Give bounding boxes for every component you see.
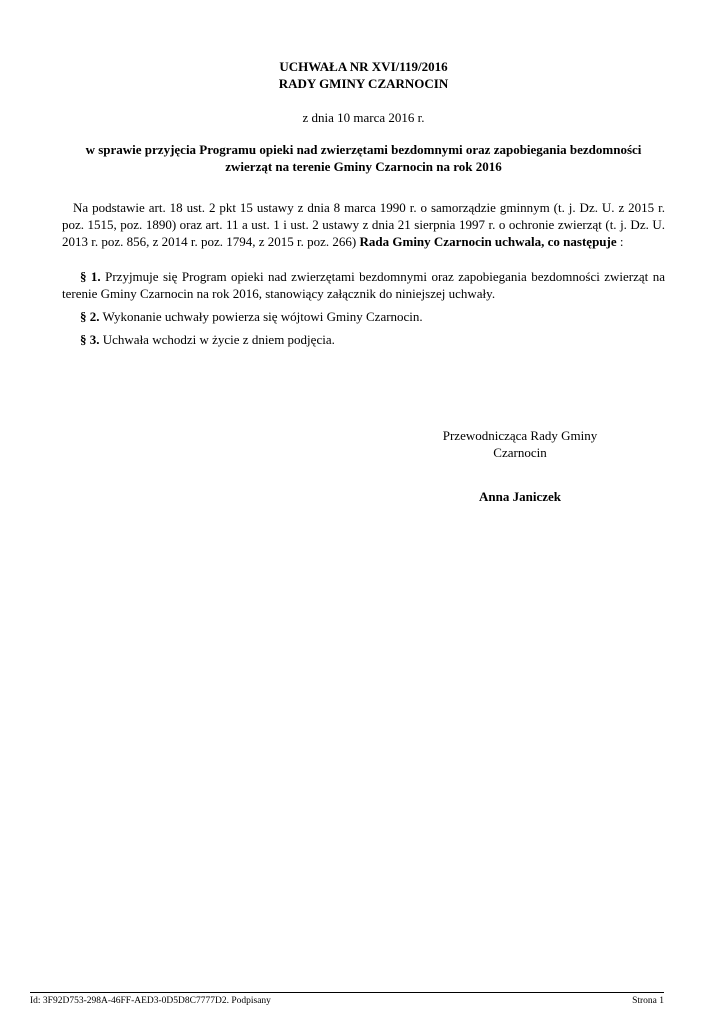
subject-line-2: zwierząt na terenie Gminy Czarnocin na rok 2016	[225, 159, 502, 174]
signature-role-line-2: Czarnocin	[493, 445, 547, 460]
preamble-bold: Rada Gminy Czarnocin uchwala, co następuje	[359, 234, 617, 249]
page-number: Strona 1	[632, 996, 664, 1006]
footer-divider	[30, 992, 664, 993]
paragraph-1	[62, 268, 665, 302]
paragraph-2-text: Wykonanie uchwały powierza się wójtowi Gminy Czarnocin.	[99, 309, 423, 324]
title-line-1: UCHWAŁA NR XVI/119/2016	[279, 59, 448, 74]
preamble-text: Na podstawie art. 18 ust. 2 pkt 15 ustawy z dnia 8 marca 1990 r. o samorządzie gminnym (t. j. Dz. U. z 2015 r. poz. 1515, poz. 1890) oraz art. 11 a ust. 1 i ust. 2 ustawy z dnia 21 sierpnia 1997 r. o ochronie zwierząt (t. j. Dz. U. 2013 r. poz. 856, z 2014 r. poz. 1794, z 2015 r. poz. 266)	[62, 200, 665, 249]
preamble	[62, 199, 665, 250]
signature-role-line-1: Przewodnicząca Rady Gminy	[442, 428, 598, 443]
paragraph-2	[62, 308, 665, 325]
paragraph-3	[62, 331, 665, 348]
paragraph-1-text: Przyjmuje się Program opieki nad zwierzętami bezdomnymi oraz zapobiegania bezdomności zwierząt na terenie Gminy Czarnocin na rok 2016, stanowiący załącznik do niniejszej uchwały.	[62, 269, 665, 301]
preamble-tail: :	[616, 234, 624, 249]
signature-role	[420, 427, 620, 461]
title-line-2: RADY GMINY CZARNOCIN	[278, 76, 449, 91]
signatory-name: Anna Janiczek	[479, 489, 561, 504]
resolution-title	[62, 58, 665, 92]
resolution-subject	[62, 141, 665, 175]
resolution-date: z dnia 10 marca 2016 r.	[302, 110, 425, 125]
paragraph-1-label: § 1.	[80, 269, 101, 284]
paragraph-3-label: § 3.	[80, 332, 100, 347]
document-id: Id: 3F92D753-298A-46FF-AED3-0D5D8C7777D2. Podpisany	[30, 996, 271, 1006]
paragraph-2-label: § 2.	[80, 309, 100, 324]
paragraph-3-text: Uchwała wchodzi w życie z dniem podjęcia.	[99, 332, 335, 347]
subject-line-1: w sprawie przyjęcia Programu opieki nad zwierzętami bezdomnymi oraz zapobiegania bezdomności	[85, 142, 642, 157]
